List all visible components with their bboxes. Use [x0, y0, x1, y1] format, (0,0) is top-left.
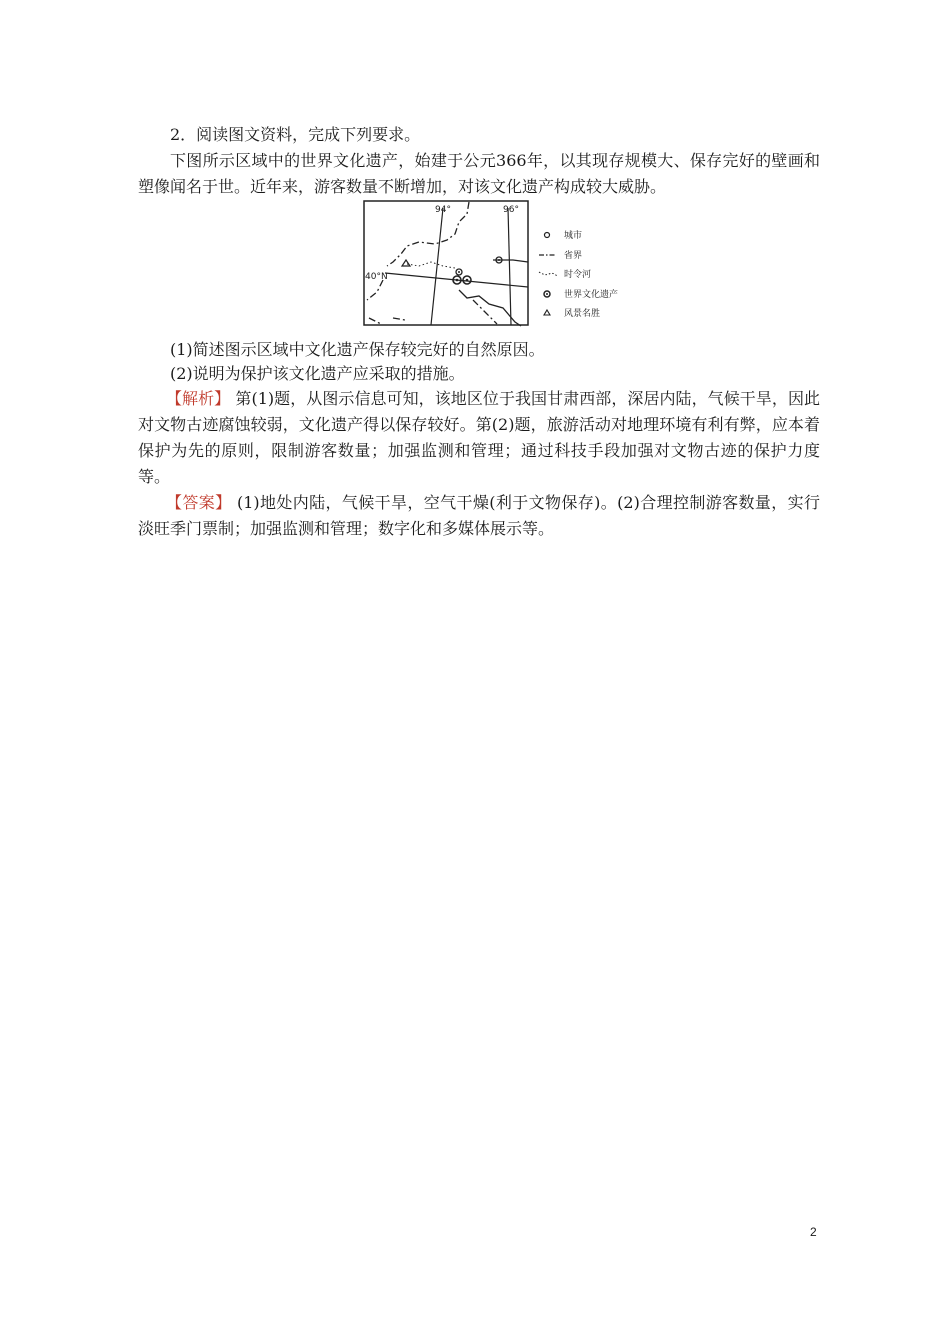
question-intro: 下图所示区域中的世界文化遗产，始建于公元366年，以其现存规模大、保存完好的壁画和塑像闻名于世。近年来，游客数量不断增加，对该文化遗产构成较大威胁。: [138, 151, 820, 196]
map-figure: [363, 200, 633, 328]
analysis-tag: 【解析】: [166, 389, 231, 408]
legend-label: 省界: [564, 251, 583, 261]
legend-label: 世界文化遗产: [564, 290, 619, 300]
longitude-label-96: 96°: [503, 205, 519, 215]
legend-item-scenic-spot: [544, 307, 600, 319]
legend-item-world-heritage: [544, 288, 618, 300]
answer-text: (1)地处内陆，气候干旱，空气干燥(利于文物保存)。(2)合理控制游客数量，实行淡旺季门票制；加强监测和管理；数字化和多媒体展示等。: [138, 493, 820, 538]
legend-item-province-border: [539, 249, 582, 261]
answer-paragraph: [138, 490, 820, 542]
map-frame: [364, 201, 528, 325]
analysis-paragraph: [138, 386, 820, 490]
legend-label: 风景名胜: [564, 309, 601, 319]
legend-item-city: [545, 229, 583, 241]
sub-question-1: (1)简述图示区域中文化遗产保存较完好的自然原因。: [170, 340, 545, 359]
answer-tag: 【答案】: [166, 493, 232, 512]
map-legend: [539, 229, 618, 319]
latitude-label-40: 40°N: [365, 272, 388, 282]
legend-item-seasonal-river: [539, 268, 591, 280]
question-title: 2．阅读图文资料，完成下列要求。: [170, 125, 421, 144]
page-number: 2: [810, 1225, 817, 1239]
legend-label: 时令河: [564, 270, 592, 280]
legend-label: 城市: [564, 231, 583, 241]
sub-question-2: (2)说明为保护该文化遗产应采取的措施。: [170, 364, 465, 383]
analysis-text: 第(1)题，从图示信息可知，该地区位于我国甘肃西部，深居内陆，气候干旱，因此对文物古迹腐蚀较弱，文化遗产得以保存较好。第(2)题，旅游活动对地理环境有利有弊，应本着保护为先的原则，限制游客数量；加强监测和管理；通过科技手段加强对文物古迹的保护力度等。: [138, 389, 820, 486]
longitude-label-94: 94°: [435, 205, 451, 215]
